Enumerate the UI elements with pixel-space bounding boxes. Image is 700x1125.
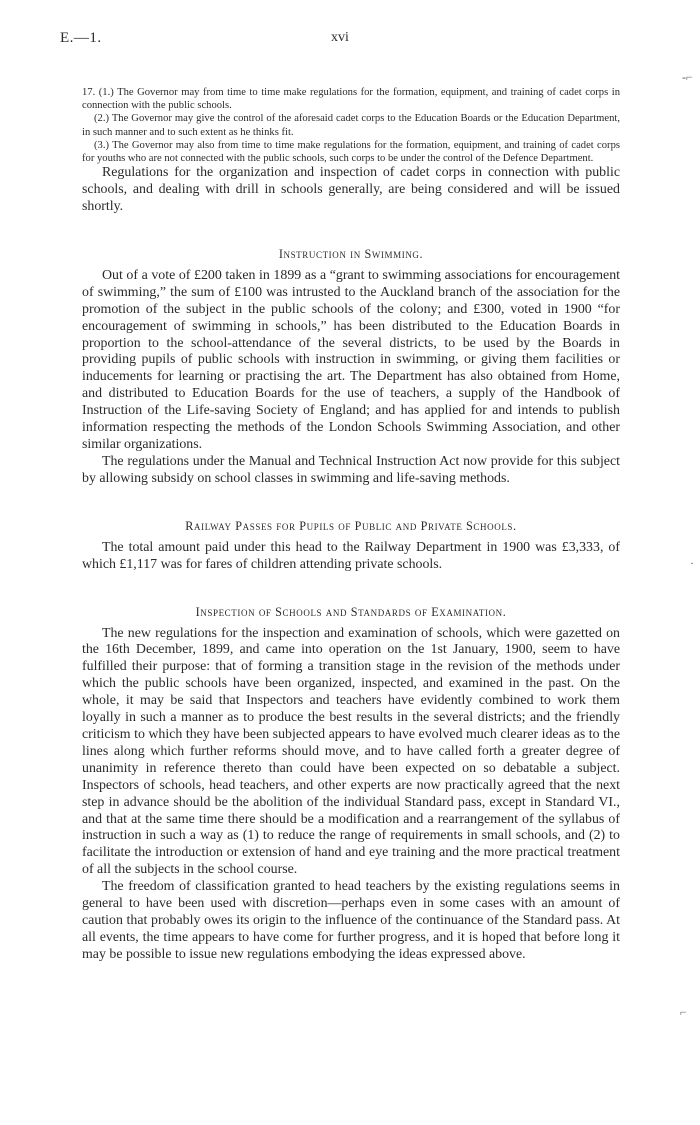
regulation-clause: 17. (1.) The Governor may from time to time make regulations for the formation, equipment, and training of cadet corps in connection with the public schools. <box>82 87 620 112</box>
regulation-clause: (3.) The Governor may also from time to time make regulations for the formation, equipment, and training of cadet corps for youths who are not connected with the public schools, such corps to be under the control of the Defence Department. <box>82 139 620 165</box>
inspection-paragraph: The freedom of classification granted to head teachers by the existing regulations seems in general to have been used with discretion—perhaps even in some cases with an amount of caution that probably owes its origin to the influence of the continuance of the Standard pass. At all events, the time appears to have come for further progress, and it is hoped that before long it may be possible to issue new regulations embodying the ideas expressed above. <box>82 879 620 962</box>
regulation-clause: (2.) The Governor may give the control of the aforesaid cadet corps to the Education Boards or the Education Department, in such manner and to such extent as he thinks fit. <box>82 113 620 138</box>
swimming-paragraph: The regulations under the Manual and Technical Instruction Act now provide for this subject by allowing subsidy on school classes in swimming and life-saving methods. <box>82 453 620 486</box>
page-content <box>82 86 620 964</box>
report-code: E.—1. <box>60 30 102 46</box>
inspection-paragraph: The new regulations for the inspection and examination of schools, which were gazetted on the 16th December, 1899, and came into operation on the 1st January, 1900, seem to have fulfilled their purpose: that of forming a transition stage in the revision of the methods under which the public schools have been organized, inspected, and examined in the past. On the whole, it may be said that Inspectors and teachers have evidently combined to work them loyally in such a manner as to produce the best results in the several districts; and the friendly criticism to which they have been subjected appears to have evolved much clearer ideas as to the lines along which further reforms should move, and to have called forth a greater degree of unanimity in reference thereto than could have been expected on so debatable a subject. Inspectors of schools, head teachers, and other experts are now practically agreed that the next step in advance should be the abolition of the individual Standard pass, except in Standard VI., and that at the same time there should be a modification and a rearrangement of the syllabus of instruction in such a way as (1) to reduce the range of requirements in small schools, and (2) to facilitate the introduction or extension of hand and eye training and the more practical treatment of all the subjects in the school course. <box>82 625 620 878</box>
section-heading-railway: Railway Passes for Pupils of Public and Private Schools. <box>185 518 517 533</box>
section-heading-swimming: Instruction in Swimming. <box>278 246 424 261</box>
margin-mark: -⌐ <box>682 70 693 84</box>
cadet-corps-paragraph: Regulations for the organization and inspection of cadet corps in connection with public schools, and dealing with drill in schools generally, are being considered and will be issued shortly. <box>82 165 620 215</box>
page-number: xvi <box>331 30 349 45</box>
margin-mark: ⌐ <box>680 1005 687 1019</box>
margin-mark: · <box>690 556 694 570</box>
page-header <box>60 30 620 52</box>
railway-paragraph: The total amount paid under this head to the Railway Department in 1900 was £3,333, of which £1,117 was for fares of children attending private schools. <box>82 539 620 572</box>
swimming-paragraph: Out of a vote of £200 taken in 1899 as a “grant to swimming associations for encouragement of swimming,” the sum of £100 was intrusted to the Auckland branch of the association for the promotion of the subject in the public schools of the colony; and £300, voted in 1900 “for encouragement of swimming in schools,” has been distributed to the Education Boards in proportion to the school-attendance of the several districts, to be used by the Boards in providing pupils of public schools with instruction in swimming, or giving them facilities or inducements for learning or practising the art. The Department has also obtained from Home, and distributed to Education Boards for the use of teachers, a supply of the Handbook of Instruction of the Life-saving Society of England; and has applied for and intends to publish information respecting the methods of the London Schools Swimming Association, and other similar organizations. <box>82 267 620 452</box>
section-heading-inspection: Inspection of Schools and Standards of Examination. <box>195 604 507 619</box>
